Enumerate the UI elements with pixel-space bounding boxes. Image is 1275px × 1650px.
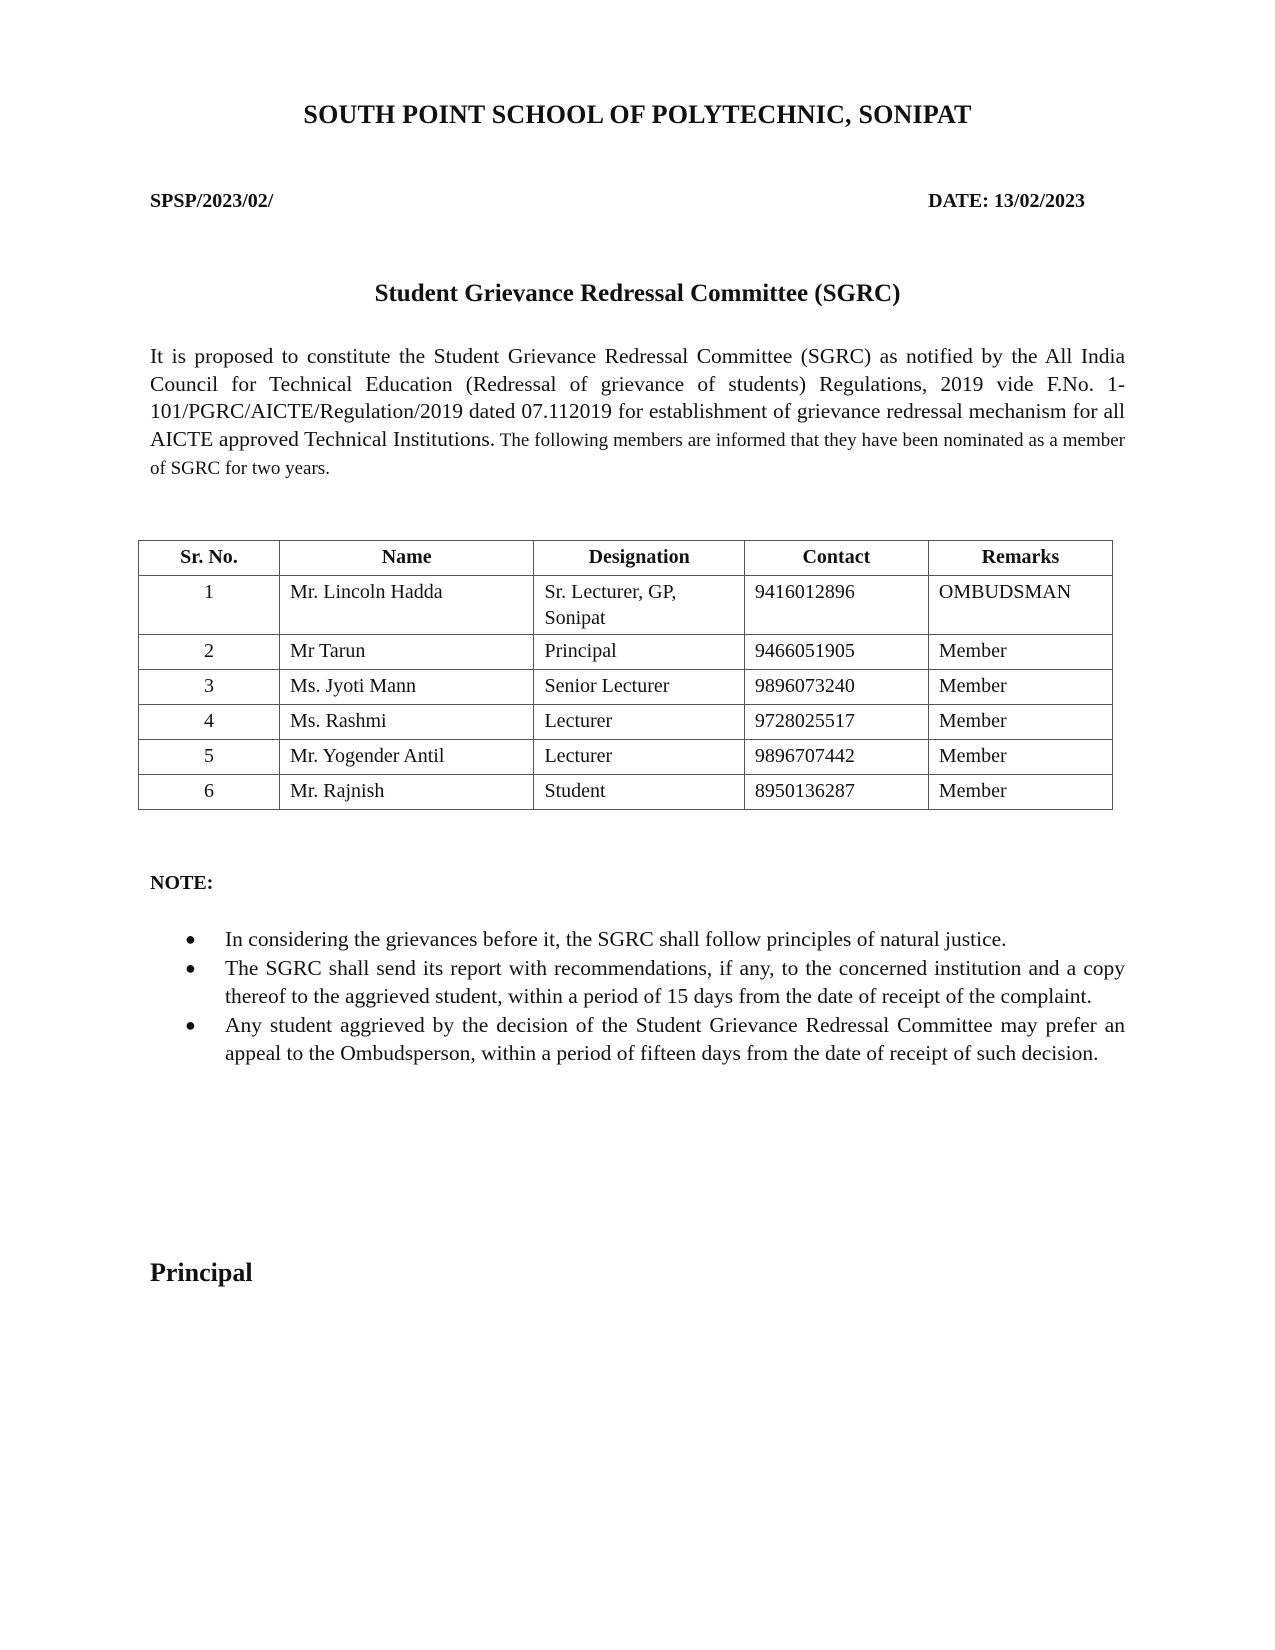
cell-designation: Senior Lecturer xyxy=(534,670,744,705)
cell-remarks: Member xyxy=(928,670,1112,705)
cell-sr-no: 6 xyxy=(139,775,280,810)
document-heading: Student Grievance Redressal Committee (SGRC) xyxy=(374,280,901,307)
table-row xyxy=(139,705,1113,740)
bullet-icon: ● xyxy=(185,957,196,978)
cell-contact: 9896073240 xyxy=(744,670,928,705)
header-designation: Designation xyxy=(534,541,744,576)
cell-name: Mr. Yogender Antil xyxy=(279,740,534,775)
cell-remarks: OMBUDSMAN xyxy=(928,576,1112,635)
cell-contact: 9896707442 xyxy=(744,740,928,775)
cell-sr-no: 3 xyxy=(139,670,280,705)
cell-contact: 9728025517 xyxy=(744,705,928,740)
cell-name: Mr Tarun xyxy=(279,635,534,670)
cell-designation: Sr. Lecturer, GP, Sonipat xyxy=(534,576,744,635)
header-name: Name xyxy=(279,541,534,576)
cell-sr-no: 5 xyxy=(139,740,280,775)
header-remarks: Remarks xyxy=(928,541,1112,576)
header-contact: Contact xyxy=(744,541,928,576)
table-row xyxy=(139,576,1113,635)
reference-number: SPSP/2023/02/ xyxy=(150,190,274,212)
cell-remarks: Member xyxy=(928,775,1112,810)
cell-remarks: Member xyxy=(928,635,1112,670)
notes-list xyxy=(150,925,1125,1068)
note-label: NOTE: xyxy=(150,872,214,894)
header-sr-no: Sr. No. xyxy=(139,541,280,576)
institution-title: SOUTH POINT SCHOOL OF POLYTECHNIC, SONIPAT xyxy=(303,100,972,129)
cell-sr-no: 4 xyxy=(139,705,280,740)
cell-designation: Lecturer xyxy=(534,705,744,740)
note-item xyxy=(150,954,1125,1011)
note-item xyxy=(150,1011,1125,1068)
note-text: The SGRC shall send its report with recommendations, if any, to the concerned institution and a copy thereof to the aggrieved student, within a period of 15 days from the date of receipt of the complaint. xyxy=(225,955,1125,1008)
note-item xyxy=(150,925,1125,954)
table-header-row xyxy=(139,541,1113,576)
table-row xyxy=(139,775,1113,810)
cell-designation: Lecturer xyxy=(534,740,744,775)
table-row xyxy=(139,670,1113,705)
cell-name: Mr. Rajnish xyxy=(279,775,534,810)
table-row xyxy=(139,635,1113,670)
intro-main-text: It is proposed to constitute the Student Grievance Redressal Committee (SGRC) as notified by the All India Council for Technical Education (Redressal of grievance of students) Regulations, 2019 vide F.No. 1-101/PGRC/AICTE/Regulation/2019 dated 07.112019 for establishment of grievance redressal mechanism for all AICTE approved Technical Institutions. xyxy=(150,344,1125,451)
cell-name: Ms. Rashmi xyxy=(279,705,534,740)
cell-designation: Principal xyxy=(534,635,744,670)
table-row xyxy=(139,740,1113,775)
bullet-icon: ● xyxy=(185,929,196,949)
note-text: In considering the grievances before it, the SGRC shall follow principles of natural justice. xyxy=(225,927,1007,951)
intro-paragraph xyxy=(150,343,1125,483)
cell-contact: 9466051905 xyxy=(744,635,928,670)
cell-remarks: Member xyxy=(928,740,1112,775)
intro-tail-text: The following members are informed that they have been nominated as a member of SGRC for two years. xyxy=(150,429,1125,479)
document-date: DATE: 13/02/2023 xyxy=(928,190,1085,212)
note-text: Any student aggrieved by the decision of the Student Grievance Redressal Committee may prefer an appeal to the Ombudsperson, within a period of fifteen days from the date of receipt of such decision. xyxy=(225,1012,1125,1065)
cell-contact: 8950136287 xyxy=(744,775,928,810)
signatory-designation: Principal xyxy=(150,1258,253,1287)
bullet-icon: ● xyxy=(185,1014,196,1035)
cell-contact: 9416012896 xyxy=(744,576,928,635)
cell-sr-no: 2 xyxy=(139,635,280,670)
committee-members-table xyxy=(138,540,1113,810)
cell-sr-no: 1 xyxy=(139,576,280,635)
cell-name: Mr. Lincoln Hadda xyxy=(279,576,534,635)
cell-designation: Student xyxy=(534,775,744,810)
cell-remarks: Member xyxy=(928,705,1112,740)
cell-name: Ms. Jyoti Mann xyxy=(279,670,534,705)
